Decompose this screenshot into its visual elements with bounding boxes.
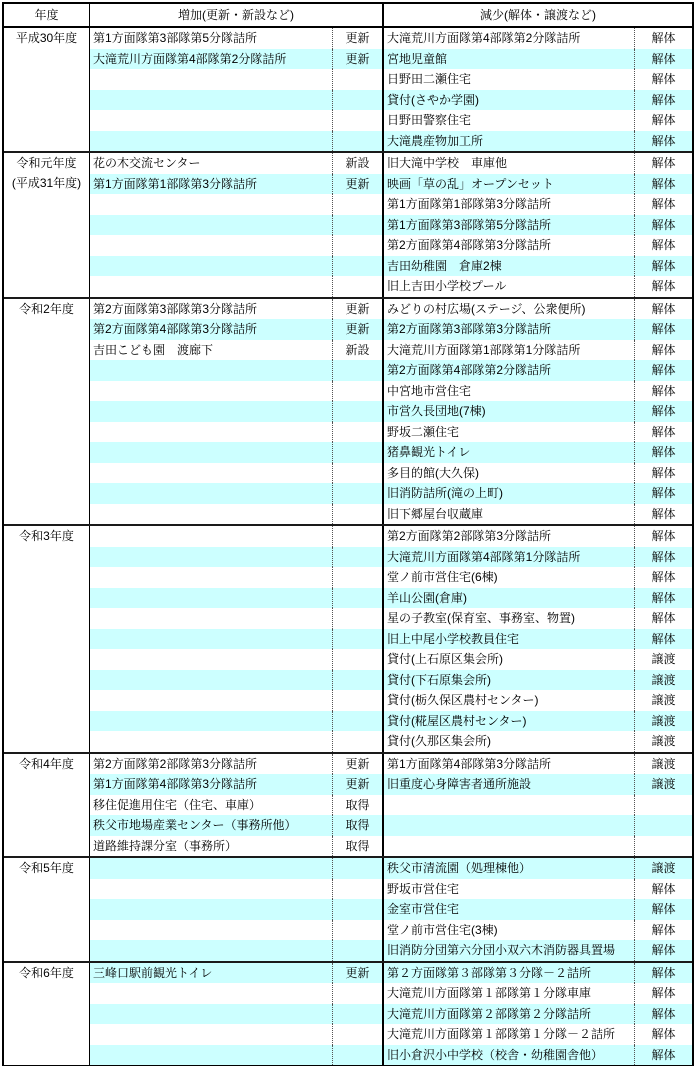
decrease-type-cell: 解体 — [635, 1004, 692, 1025]
decrease-type-cell: 解体 — [635, 588, 692, 609]
table-body — [4, 28, 692, 1065]
decrease-type-cell: 解体 — [651, 301, 676, 316]
increase-facility-cell: 移住促進用住宅（住宅、車庫） — [90, 795, 333, 816]
increase-facility-cell — [90, 381, 333, 402]
increase-type-cell — [333, 1004, 384, 1025]
year-section — [4, 856, 692, 961]
decrease-type-cell: 譲渡 — [651, 693, 676, 707]
decrease-facility-cell: 野坂二瀬住宅 — [384, 422, 635, 443]
decrease-type-cell: 解体 — [651, 424, 676, 439]
decrease-type-cell: 譲渡 — [635, 774, 692, 795]
increase-type-cell: 更新 — [333, 49, 384, 70]
year-label: 令和元年度 — [16, 156, 77, 170]
increase-facility-cell — [90, 131, 333, 152]
increase-facility-cell: 三峰口駅前観光トイレ — [90, 963, 333, 984]
increase-type-cell: 更新 — [333, 319, 384, 340]
decrease-type-cell: 解体 — [635, 90, 692, 111]
increase-type-cell: 取得 — [333, 815, 384, 836]
increase-type-cell — [333, 940, 384, 961]
decrease-type-cell: 解体 — [651, 881, 676, 896]
decrease-facility-cell: 第2方面隊第4部隊第2分隊詰所 — [384, 360, 635, 381]
increase-type-cell — [333, 215, 384, 236]
decrease-type-cell — [635, 815, 692, 836]
increase-type-cell: 新設 — [333, 340, 384, 361]
increase-type-cell — [333, 1045, 384, 1066]
increase-type-cell — [333, 629, 384, 650]
decrease-facility-cell: 星の子教室(保育室、事務室、物置) — [384, 608, 635, 629]
increase-type-cell: 取得 — [333, 836, 384, 857]
increase-type-cell — [333, 690, 384, 711]
increase-facility-cell — [90, 983, 333, 1004]
increase-type-cell — [333, 983, 384, 1004]
decrease-facility-cell: 大滝荒川方面隊第1部隊第1分隊詰所 — [384, 340, 635, 361]
increase-facility-cell: 第2方面隊第4部隊第3分隊詰所 — [90, 319, 333, 340]
decrease-type-cell: 解体 — [651, 465, 676, 480]
increase-type-cell — [333, 920, 384, 941]
year-section — [4, 524, 692, 752]
decrease-type-cell: 譲渡 — [651, 756, 676, 771]
increase-facility-cell — [90, 879, 333, 900]
decrease-facility-cell: 旧上中尾小学校教員住宅 — [384, 629, 635, 650]
increase-facility-cell — [90, 711, 333, 732]
decrease-facility-cell: 堂ノ前市営住宅(3棟) — [384, 920, 635, 941]
increase-facility-cell — [90, 1045, 333, 1066]
increase-facility-cell — [90, 899, 333, 920]
decrease-facility-cell: 大滝農産物加工所 — [384, 131, 635, 152]
decrease-facility-cell: 大滝荒川方面隊第4部隊第1分隊詰所 — [384, 547, 635, 568]
decrease-facility-cell: 日野田二瀬住宅 — [384, 69, 635, 90]
increase-facility-cell — [90, 360, 333, 381]
increase-facility-cell — [90, 401, 333, 422]
increase-facility-cell — [90, 235, 333, 256]
decrease-facility-cell: 貸付(上石原区集会所) — [384, 649, 635, 670]
decrease-type-cell: 解体 — [635, 319, 692, 340]
decrease-facility-cell: 第1方面隊第1部隊第3分隊詰所 — [384, 194, 635, 215]
decrease-facility-cell: 第1方面隊第3部隊第5分隊詰所 — [384, 215, 635, 236]
decrease-facility-cell: 羊山公園(倉庫) — [384, 588, 635, 609]
year-cell — [4, 963, 90, 1066]
decrease-facility-cell: 貸付(下石原集会所) — [384, 670, 635, 691]
decrease-type-cell: 譲渡 — [635, 670, 692, 691]
decrease-facility-cell — [384, 836, 635, 857]
increase-type-cell — [333, 899, 384, 920]
decrease-type-cell: 解体 — [635, 547, 692, 568]
decrease-type-cell: 譲渡 — [635, 858, 692, 879]
increase-type-cell — [333, 588, 384, 609]
decrease-facility-cell: 多目的館(大久保) — [384, 463, 635, 484]
increase-type-cell — [333, 422, 384, 443]
decrease-facility-cell — [384, 815, 635, 836]
decrease-facility-cell: 堂ノ前市営住宅(6棟) — [384, 567, 635, 588]
decrease-type-cell — [635, 795, 692, 816]
increase-facility-cell — [90, 422, 333, 443]
decrease-type-cell: 解体 — [635, 899, 692, 920]
increase-facility-cell — [90, 504, 333, 525]
decrease-facility-cell: 旧大滝中学校 車庫他 — [384, 153, 635, 174]
increase-facility-cell — [90, 90, 333, 111]
header-decrease: 減少(解体・譲渡など) — [480, 8, 596, 22]
year-section — [4, 28, 692, 151]
increase-type-cell — [333, 381, 384, 402]
decrease-type-cell: 解体 — [651, 342, 676, 357]
decrease-type-cell: 解体 — [635, 940, 692, 961]
decrease-facility-cell — [384, 795, 635, 816]
year-label: 平成30年度 — [15, 31, 78, 45]
year-label: 令和5年度 — [19, 861, 74, 875]
decrease-facility-cell: 第2方面隊第3部隊第3分隊詰所 — [384, 319, 635, 340]
increase-type-cell — [333, 483, 384, 504]
increase-type-cell — [333, 879, 384, 900]
decrease-facility-cell: 貸付(さやか学園) — [384, 90, 635, 111]
decrease-facility-cell: 大滝荒川方面隊第２部隊第２分隊詰所 — [384, 1004, 635, 1025]
year-label: 令和4年度 — [19, 756, 74, 771]
increase-type-cell: 新設 — [333, 153, 384, 174]
decrease-type-cell: 解体 — [635, 49, 692, 70]
increase-facility-cell — [90, 442, 333, 463]
decrease-type-cell: 解体 — [651, 529, 676, 543]
year-section — [4, 752, 692, 857]
decrease-facility-cell: 旧消防分団第六分団小双六木消防器具置場 — [384, 940, 635, 961]
increase-type-cell — [333, 235, 384, 256]
year-cell — [4, 526, 90, 752]
increase-type-cell: 更新 — [333, 963, 384, 984]
increase-type-cell: 更新 — [333, 174, 384, 195]
decrease-type-cell: 解体 — [651, 72, 676, 86]
increase-type-cell — [333, 649, 384, 670]
increase-facility-cell — [90, 690, 333, 711]
increase-type-cell — [333, 276, 384, 297]
decrease-type-cell: 解体 — [635, 256, 692, 277]
increase-facility-cell — [90, 920, 333, 941]
decrease-type-cell: 譲渡 — [651, 734, 676, 748]
increase-facility-cell: 第2方面隊第3部隊第3分隊詰所 — [90, 299, 333, 320]
increase-facility-cell — [90, 731, 333, 752]
decrease-facility-cell: 第1方面隊第4部隊第3分隊詰所 — [384, 754, 635, 775]
decrease-type-cell: 解体 — [651, 279, 676, 293]
increase-facility-cell — [90, 1024, 333, 1045]
decrease-type-cell: 解体 — [651, 1027, 676, 1041]
increase-facility-cell: 道路維持課分室（事務所） — [90, 836, 333, 857]
decrease-facility-cell: みどりの村広場(ステージ、公衆便所) — [384, 299, 635, 320]
increase-facility-cell — [90, 567, 333, 588]
increase-facility-cell — [90, 858, 333, 879]
decrease-type-cell: 解体 — [651, 383, 676, 398]
increase-type-cell — [333, 547, 384, 568]
decrease-facility-cell: 大滝荒川方面隊第１部隊第１分隊車庫 — [384, 983, 635, 1004]
decrease-facility-cell: 大滝荒川方面隊第4部隊第2分隊詰所 — [384, 28, 635, 49]
year-cell — [4, 153, 90, 297]
year-cell — [4, 299, 90, 525]
increase-type-cell — [333, 256, 384, 277]
increase-type-cell — [333, 567, 384, 588]
decrease-type-cell: 解体 — [635, 1045, 692, 1066]
year-cell — [4, 858, 90, 961]
decrease-type-cell: 解体 — [651, 156, 676, 170]
increase-type-cell — [333, 90, 384, 111]
increase-facility-cell: 秩父市地場産業センター（事務所他） — [90, 815, 333, 836]
decrease-type-cell: 解体 — [635, 174, 692, 195]
decrease-facility-cell: 吉田幼稚園 倉庫2棟 — [384, 256, 635, 277]
increase-type-cell — [333, 401, 384, 422]
decrease-type-cell: 解体 — [635, 442, 692, 463]
increase-facility-cell — [90, 588, 333, 609]
increase-facility-cell — [90, 608, 333, 629]
decrease-type-cell: 解体 — [635, 963, 692, 984]
increase-facility-cell: 第1方面隊第1部隊第3分隊詰所 — [90, 174, 333, 195]
increase-facility-cell: 第1方面隊第4部隊第3分隊詰所 — [90, 774, 333, 795]
increase-facility-cell — [90, 194, 333, 215]
increase-facility-cell — [90, 256, 333, 277]
decrease-type-cell: 解体 — [635, 360, 692, 381]
decrease-type-cell: 解体 — [651, 31, 676, 45]
increase-type-cell — [333, 1024, 384, 1045]
header-year: 年度 — [4, 4, 90, 26]
increase-type-cell — [333, 131, 384, 152]
table-header-row — [4, 4, 692, 28]
increase-facility-cell — [90, 940, 333, 961]
decrease-type-cell: 解体 — [635, 215, 692, 236]
year-label: 令和6年度 — [19, 965, 74, 980]
increase-facility-cell — [90, 629, 333, 650]
increase-type-cell — [333, 360, 384, 381]
facility-changes-table — [2, 2, 694, 1066]
increase-type-cell — [333, 110, 384, 131]
increase-facility-cell: 第2方面隊第2部隊第3分隊詰所 — [90, 754, 333, 775]
increase-facility-cell — [90, 483, 333, 504]
decrease-facility-cell: 宮地児童館 — [384, 49, 635, 70]
year-cell — [4, 28, 90, 151]
increase-facility-cell — [90, 1004, 333, 1025]
year-cell — [4, 754, 90, 857]
year-label: 令和2年度 — [19, 301, 74, 316]
increase-facility-cell — [90, 670, 333, 691]
increase-type-cell: 更新 — [333, 28, 384, 49]
decrease-facility-cell: 旧重度心身障害者通所施設 — [384, 774, 635, 795]
decrease-facility-cell: 第2方面隊第2部隊第3分隊詰所 — [384, 526, 635, 547]
increase-facility-cell — [90, 276, 333, 297]
decrease-facility-cell: 秩父市清流園（処理棟他） — [384, 858, 635, 879]
decrease-facility-cell: 中宮地市営住宅 — [384, 381, 635, 402]
increase-facility-cell: 大滝荒川方面隊第4部隊第2分隊詰所 — [90, 49, 333, 70]
decrease-facility-cell: 市営久長団地(7棟) — [384, 401, 635, 422]
increase-facility-cell — [90, 649, 333, 670]
increase-type-cell — [333, 504, 384, 525]
increase-type-cell: 更新 — [333, 754, 384, 775]
decrease-type-cell: 解体 — [651, 506, 676, 521]
decrease-type-cell: 解体 — [651, 611, 676, 625]
increase-type-cell — [333, 526, 384, 547]
increase-type-cell: 更新 — [333, 774, 384, 795]
decrease-type-cell: 解体 — [635, 629, 692, 650]
increase-facility-cell — [90, 215, 333, 236]
increase-type-cell — [333, 711, 384, 732]
decrease-type-cell: 譲渡 — [651, 652, 676, 666]
year-section — [4, 151, 692, 297]
increase-facility-cell: 吉田こども園 渡廊下 — [90, 340, 333, 361]
decrease-facility-cell: 日野田警察住宅 — [384, 110, 635, 131]
decrease-type-cell: 解体 — [635, 131, 692, 152]
decrease-facility-cell: 金室市営住宅 — [384, 899, 635, 920]
decrease-type-cell: 解体 — [651, 570, 676, 584]
decrease-facility-cell: 野坂市営住宅 — [384, 879, 635, 900]
increase-type-cell: 取得 — [333, 795, 384, 816]
increase-type-cell — [333, 463, 384, 484]
decrease-type-cell: 解体 — [651, 238, 676, 252]
decrease-facility-cell: 映画「草の乱」オープンセット — [384, 174, 635, 195]
decrease-type-cell: 解体 — [635, 401, 692, 422]
decrease-facility-cell: 第２方面隊第３部隊第３分隊－２詰所 — [384, 963, 635, 984]
increase-facility-cell: 第1方面隊第3部隊第5分隊詰所 — [90, 28, 333, 49]
increase-type-cell — [333, 69, 384, 90]
increase-type-cell — [333, 194, 384, 215]
decrease-facility-cell: 貸付(栃久保区農村センター) — [384, 690, 635, 711]
decrease-type-cell: 解体 — [651, 113, 676, 127]
year-label: (平成31年度) — [11, 175, 82, 190]
year-label: 令和3年度 — [19, 529, 74, 543]
increase-facility-cell — [90, 110, 333, 131]
increase-type-cell — [333, 608, 384, 629]
increase-facility-cell: 花の木交流センター — [90, 153, 333, 174]
increase-facility-cell — [90, 69, 333, 90]
increase-type-cell — [333, 670, 384, 691]
decrease-type-cell: 解体 — [635, 483, 692, 504]
decrease-facility-cell: 貸付(糀屋区農村センター) — [384, 711, 635, 732]
decrease-type-cell: 解体 — [651, 197, 676, 211]
increase-type-cell — [333, 442, 384, 463]
decrease-facility-cell: 旧消防詰所(滝の上町) — [384, 483, 635, 504]
decrease-facility-cell: 大滝荒川方面隊第１部隊第１分隊－２詰所 — [384, 1024, 635, 1045]
year-section — [4, 961, 692, 1066]
increase-facility-cell — [90, 463, 333, 484]
decrease-facility-cell: 貸付(久那区集会所) — [384, 731, 635, 752]
decrease-type-cell — [635, 836, 692, 857]
increase-type-cell — [333, 858, 384, 879]
header-increase: 増加(更新・新設など) — [90, 4, 384, 26]
increase-facility-cell — [90, 547, 333, 568]
decrease-facility-cell: 旧小倉沢小中学校（校舎・幼稚園舎他） — [384, 1045, 635, 1066]
decrease-facility-cell: 旧上吉田小学校プール — [384, 276, 635, 297]
decrease-type-cell: 解体 — [651, 922, 676, 937]
decrease-type-cell: 解体 — [651, 986, 676, 1000]
decrease-type-cell: 譲渡 — [635, 711, 692, 732]
decrease-facility-cell: 猪鼻観光トイレ — [384, 442, 635, 463]
increase-type-cell: 更新 — [333, 299, 384, 320]
decrease-facility-cell: 旧下郷屋台収蔵庫 — [384, 504, 635, 525]
year-section — [4, 297, 692, 525]
increase-facility-cell — [90, 526, 333, 547]
increase-type-cell — [333, 731, 384, 752]
decrease-facility-cell: 第2方面隊第4部隊第3分隊詰所 — [384, 235, 635, 256]
